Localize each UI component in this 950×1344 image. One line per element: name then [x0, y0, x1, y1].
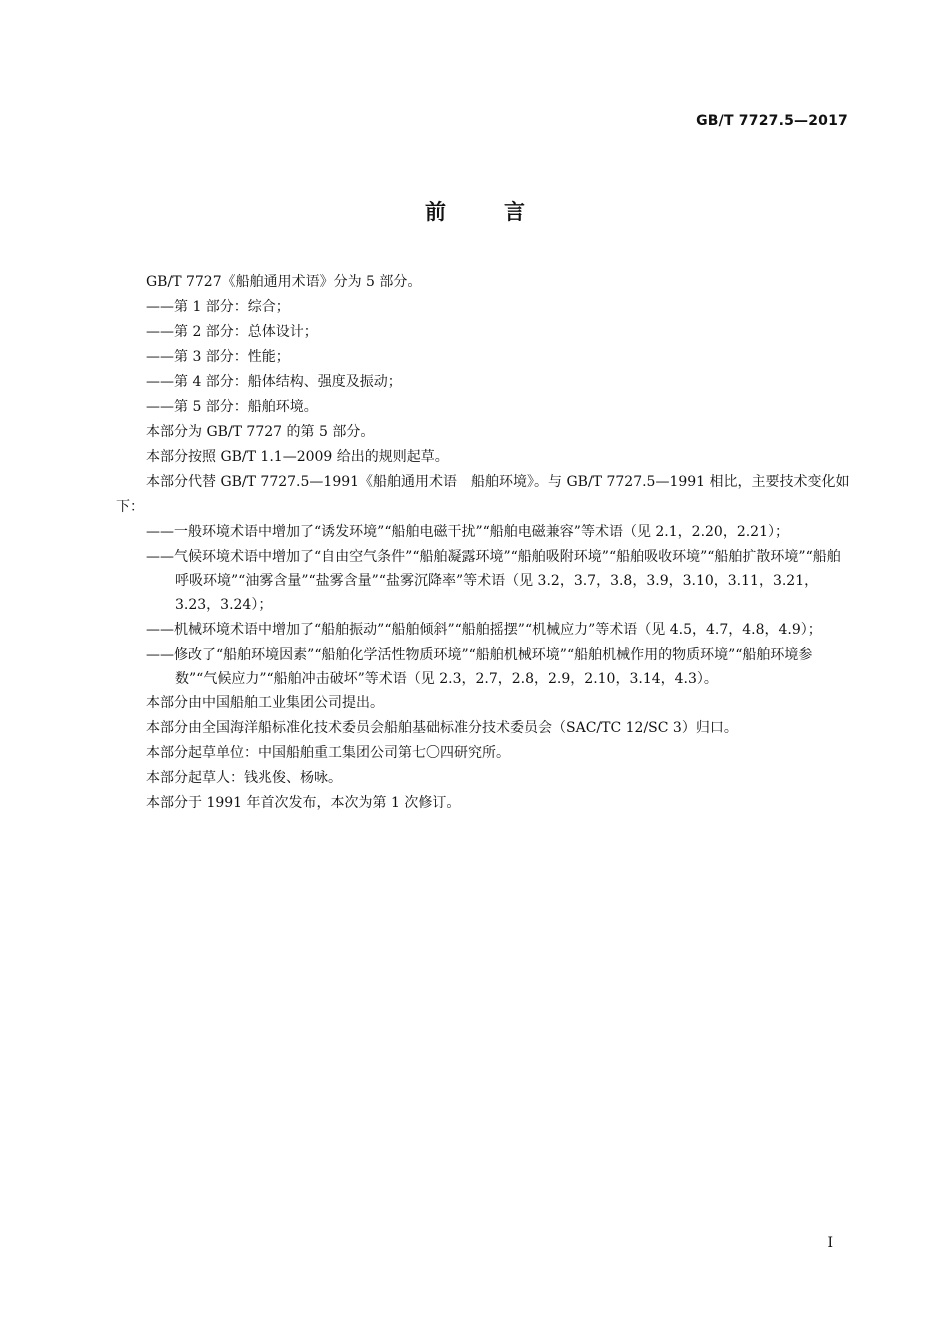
paragraph-responsible-committee: 本部分由全国海洋船标准化技术委员会船舶基础标准分技术委员会（SAC/TC 12/SC 3）归口。 [146, 720, 738, 736]
paragraph-issue-history: 本部分于 1991 年首次发布，本次为第 1 次修订。 [146, 795, 461, 811]
list-item-change-4: ——修改了“船舶环境因素”“船舶化学活性物质环境”“船舶机械环境”“船舶机械作用的物质环境”“船舶环境参数”“气候应力”“船舶冲击破坏”等术语（见 2.3，2.7，2.8，2.9，2.10，3.14，4.3）。 [146, 647, 813, 687]
list-item-change-3: ——机械环境术语中增加了“船舶振动”“船舶倾斜”“船舶摇摆”“机械应力”等术语（见 4.5，4.7，4.8，4.9）； [146, 622, 822, 638]
paragraph-replacement: 本部分代替 GB/T 7727.5—1991《船舶通用术语 船舶环境》。与 GB/T 7727.5—1991 相比，主要技术变化如下： [116, 474, 850, 515]
list-item-part-4: ——第 4 部分：船体结构、强度及振动； [146, 374, 402, 390]
list-item-part-1: ——第 1 部分：综合； [146, 299, 290, 315]
paragraph-proposer: 本部分由中国船舶工业集团公司提出。 [146, 695, 384, 711]
list-item-part-3: ——第 3 部分：性能； [146, 349, 290, 365]
list-item-change-1: ——一般环境术语中增加了“诱发环境”“船舶电磁干扰”“船舶电磁兼容”等术语（见 2.1，2.20，2.21）； [146, 524, 789, 540]
list-item-change-2: ——气候环境术语中增加了“自由空气条件”“船舶凝露环境”“船舶吸附环境”“船舶吸收环境”“船舶扩散环境”“船舶呼吸环境”“油雾含量”“盐雾含量”“盐雾沉降率”等术语（见 3.2，3.7，3.8，3.9，3.10，3.11，3.21，3.23，3.24）； [146, 549, 841, 613]
list-item-part-5: ——第 5 部分：船舶环境。 [146, 399, 318, 415]
list-item-part-2: ——第 2 部分：总体设计； [146, 324, 318, 340]
paragraph-drafters: 本部分起草人：钱兆俊、杨咏。 [146, 770, 342, 786]
paragraph-drafting-unit: 本部分起草单位：中国船舶重工集团公司第七〇四研究所。 [146, 745, 510, 761]
paragraph-parts-intro: GB/T 7727《船舶通用术语》分为 5 部分。 [146, 274, 422, 290]
page-number: I [827, 1235, 833, 1251]
paragraph-part-statement: 本部分为 GB/T 7727 的第 5 部分。 [146, 424, 375, 440]
paragraph-drafting-rules: 本部分按照 GB/T 1.1—2009 给出的规则起草。 [146, 449, 449, 465]
page-title: 前言 [425, 200, 583, 224]
standard-number: GB/T 7727.5—2017 [696, 113, 848, 129]
foreword-body [116, 270, 851, 816]
